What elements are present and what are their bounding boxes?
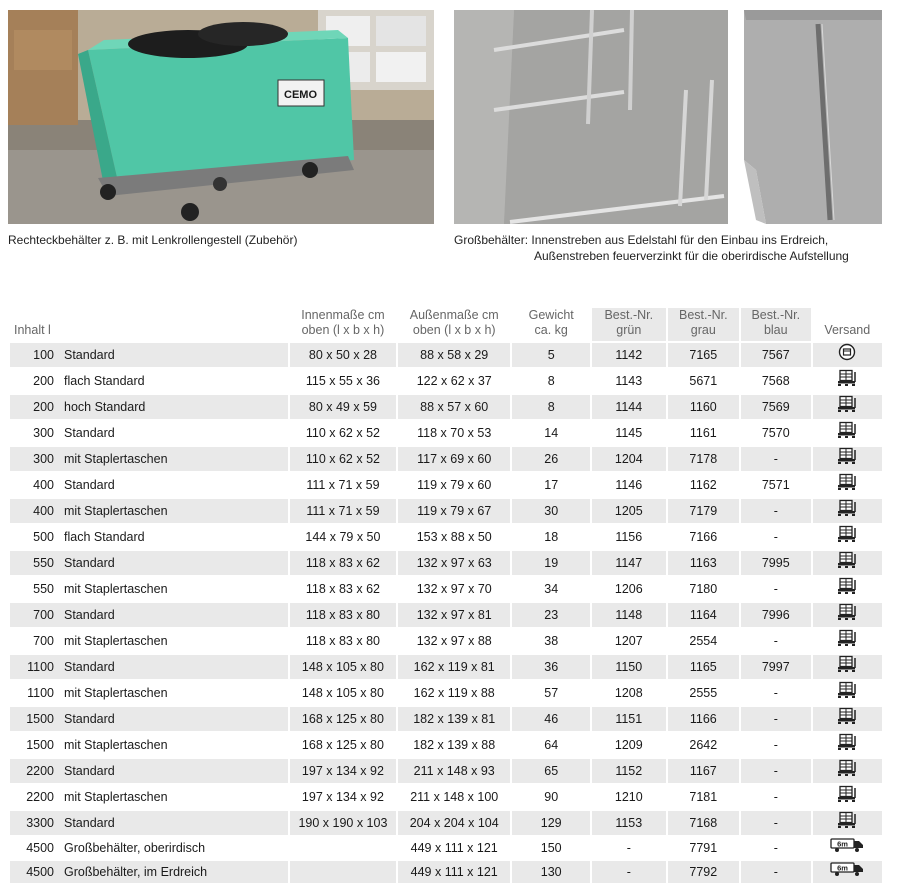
cell-best-nr-gruen: 1206 — [592, 575, 666, 601]
cell-best-nr-blau: - — [741, 497, 810, 523]
cell-versand — [813, 523, 883, 549]
cell-gewicht: 26 — [512, 445, 590, 471]
cell-aussenmasse: 162 x 119 x 81 — [398, 653, 510, 679]
pallet-icon — [836, 707, 858, 731]
inhalt-liter: 4500 — [26, 865, 54, 879]
cell-gewicht: 17 — [512, 471, 590, 497]
cell-versand — [813, 757, 883, 783]
cell-innenmasse: 80 x 49 x 59 — [290, 393, 396, 419]
header-aussenmasse: Außenmaße cm oben (l x b x h) — [409, 308, 499, 337]
table-row — [10, 575, 882, 601]
cell-versand — [813, 809, 883, 835]
inhalt-liter: 4500 — [26, 841, 54, 855]
pallet-icon — [836, 681, 858, 705]
cell-best-nr-gruen: 1142 — [592, 341, 666, 367]
table-header-row — [10, 308, 882, 341]
table-row — [10, 679, 882, 705]
typ-label: mit Staplertaschen — [64, 582, 168, 596]
cell-gewicht: 130 — [512, 859, 590, 883]
cell-innenmasse: 148 x 105 x 80 — [290, 653, 396, 679]
cell-best-nr-blau: - — [741, 809, 810, 835]
inhalt-liter: 1500 — [26, 712, 54, 726]
cell-best-nr-grau: 1162 — [668, 471, 740, 497]
cell-inhalt — [10, 393, 288, 419]
pallet-icon — [836, 603, 858, 627]
cell-innenmasse — [290, 859, 396, 883]
cell-inhalt — [10, 627, 288, 653]
cell-best-nr-grau: 1164 — [668, 601, 740, 627]
cell-inhalt — [10, 705, 288, 731]
cell-aussenmasse: 88 x 58 x 29 — [398, 341, 510, 367]
table-row — [10, 523, 882, 549]
table-row — [10, 627, 882, 653]
cell-innenmasse: 197 x 134 x 92 — [290, 783, 396, 809]
cell-versand — [813, 497, 883, 523]
inhalt-liter: 100 — [33, 348, 54, 362]
header-best-nr-gruen: Best.-Nr. grün — [592, 308, 666, 341]
pallet-icon — [836, 785, 858, 809]
cell-inhalt — [10, 419, 288, 445]
cell-versand — [813, 419, 883, 445]
header-inhalt: Inhalt l — [14, 323, 51, 337]
table-row — [10, 393, 882, 419]
inhalt-liter: 1500 — [26, 738, 54, 752]
cell-aussenmasse: 153 x 88 x 50 — [398, 523, 510, 549]
cell-aussenmasse: 122 x 62 x 37 — [398, 367, 510, 393]
cell-best-nr-blau: - — [741, 679, 810, 705]
pallet-icon — [836, 733, 858, 757]
cell-gewicht: 8 — [512, 367, 590, 393]
cell-best-nr-gruen: 1143 — [592, 367, 666, 393]
typ-label: Standard — [64, 608, 115, 622]
cell-innenmasse: 118 x 83 x 80 — [290, 627, 396, 653]
cell-inhalt — [10, 757, 288, 783]
cell-best-nr-blau: 7568 — [741, 367, 810, 393]
cell-innenmasse: 110 x 62 x 52 — [290, 445, 396, 471]
typ-label: Standard — [64, 816, 115, 830]
cell-inhalt — [10, 575, 288, 601]
cell-aussenmasse: 204 x 204 x 104 — [398, 809, 510, 835]
inhalt-liter: 300 — [33, 452, 54, 466]
cell-best-nr-blau: 7570 — [741, 419, 810, 445]
table-row — [10, 809, 882, 835]
cell-versand — [813, 601, 883, 627]
inhalt-liter: 400 — [33, 504, 54, 518]
parcel-icon — [838, 343, 856, 367]
truck-length-label: 6m — [837, 863, 849, 873]
cell-versand — [813, 653, 883, 679]
table-row — [10, 341, 882, 367]
cell-best-nr-grau: 7792 — [668, 859, 740, 883]
cell-best-nr-blau: 7571 — [741, 471, 810, 497]
table-row — [10, 731, 882, 757]
cell-best-nr-blau: - — [741, 575, 810, 601]
cell-versand — [813, 471, 883, 497]
cell-best-nr-blau: 7996 — [741, 601, 810, 627]
cell-best-nr-grau: 1165 — [668, 653, 740, 679]
inhalt-liter: 2200 — [26, 764, 54, 778]
cell-best-nr-gruen: 1204 — [592, 445, 666, 471]
cell-inhalt — [10, 731, 288, 757]
typ-label: mit Staplertaschen — [64, 738, 168, 752]
cell-best-nr-blau: - — [741, 859, 810, 883]
cell-aussenmasse: 182 x 139 x 81 — [398, 705, 510, 731]
table-row — [10, 367, 882, 393]
pallet-icon — [836, 395, 858, 419]
cell-aussenmasse: 449 x 111 x 121 — [398, 835, 510, 859]
cell-versand — [813, 835, 883, 859]
table-row — [10, 601, 882, 627]
cell-innenmasse: 168 x 125 x 80 — [290, 705, 396, 731]
cell-versand — [813, 393, 883, 419]
cell-aussenmasse: 132 x 97 x 70 — [398, 575, 510, 601]
table-row — [10, 859, 882, 883]
cell-gewicht: 18 — [512, 523, 590, 549]
cell-best-nr-blau: - — [741, 445, 810, 471]
cell-best-nr-gruen: 1146 — [592, 471, 666, 497]
cell-best-nr-grau: 7165 — [668, 341, 740, 367]
cell-aussenmasse: 118 x 70 x 53 — [398, 419, 510, 445]
cell-inhalt — [10, 653, 288, 679]
cell-innenmasse: 118 x 83 x 80 — [290, 601, 396, 627]
cell-best-nr-gruen: 1207 — [592, 627, 666, 653]
cell-versand — [813, 445, 883, 471]
pallet-icon — [836, 551, 858, 575]
inhalt-liter: 700 — [33, 608, 54, 622]
cell-best-nr-blau: - — [741, 731, 810, 757]
cell-aussenmasse: 119 x 79 x 67 — [398, 497, 510, 523]
cell-versand — [813, 705, 883, 731]
cell-innenmasse: 80 x 50 x 28 — [290, 341, 396, 367]
cell-gewicht: 34 — [512, 575, 590, 601]
table-row — [10, 497, 882, 523]
cell-gewicht: 129 — [512, 809, 590, 835]
table-row — [10, 653, 882, 679]
photo-container-cart — [8, 10, 434, 224]
cell-gewicht: 38 — [512, 627, 590, 653]
cell-gewicht: 23 — [512, 601, 590, 627]
header-versand: Versand — [824, 323, 871, 337]
pallet-icon — [836, 577, 858, 601]
cell-best-nr-grau: 2555 — [668, 679, 740, 705]
cell-aussenmasse: 132 x 97 x 63 — [398, 549, 510, 575]
cell-best-nr-grau: 2554 — [668, 627, 740, 653]
typ-label: Standard — [64, 426, 115, 440]
cell-best-nr-gruen: 1208 — [592, 679, 666, 705]
inhalt-liter: 2200 — [26, 790, 54, 804]
cell-best-nr-gruen: 1145 — [592, 419, 666, 445]
photo-outer-struts — [734, 10, 882, 224]
cell-versand — [813, 549, 883, 575]
cell-best-nr-grau: 1160 — [668, 393, 740, 419]
caption-left: Rechteckbehälter z. B. mit Lenkrollengestell (Zubehör) — [8, 233, 298, 247]
typ-label: Standard — [64, 660, 115, 674]
header-best-nr-grau: Best.-Nr. grau — [668, 308, 740, 341]
cell-aussenmasse: 132 x 97 x 88 — [398, 627, 510, 653]
cell-gewicht: 64 — [512, 731, 590, 757]
inhalt-liter: 500 — [33, 530, 54, 544]
cell-best-nr-grau: 7166 — [668, 523, 740, 549]
cell-best-nr-blau: 7569 — [741, 393, 810, 419]
cell-versand — [813, 731, 883, 757]
cell-best-nr-gruen: 1152 — [592, 757, 666, 783]
table-row — [10, 445, 882, 471]
cell-best-nr-gruen: 1150 — [592, 653, 666, 679]
typ-label: mit Staplertaschen — [64, 790, 168, 804]
cell-best-nr-gruen: 1144 — [592, 393, 666, 419]
cell-best-nr-grau: 7168 — [668, 809, 740, 835]
cell-best-nr-blau: 7995 — [741, 549, 810, 575]
inhalt-liter: 400 — [33, 478, 54, 492]
cemo-logo: CEMO — [284, 89, 317, 101]
cell-best-nr-gruen: 1210 — [592, 783, 666, 809]
truck-icon — [830, 861, 864, 883]
cell-innenmasse: 118 x 83 x 62 — [290, 549, 396, 575]
cell-inhalt — [10, 679, 288, 705]
pallet-icon — [836, 473, 858, 497]
table-row — [10, 757, 882, 783]
cell-inhalt — [10, 601, 288, 627]
typ-label: mit Staplertaschen — [64, 686, 168, 700]
caption-right-line2: Außenstreben feuerverzinkt für die oberirdische Aufstellung — [534, 249, 849, 263]
caption-right-line1: Großbehälter: Innenstreben aus Edelstahl für den Einbau ins Erdreich, — [454, 233, 829, 247]
cell-gewicht: 19 — [512, 549, 590, 575]
cell-gewicht: 90 — [512, 783, 590, 809]
cell-best-nr-blau: - — [741, 705, 810, 731]
typ-label: hoch Standard — [64, 400, 146, 414]
inhalt-liter: 700 — [33, 634, 54, 648]
pallet-icon — [836, 629, 858, 653]
cell-best-nr-blau: - — [741, 627, 810, 653]
pallet-icon — [836, 369, 858, 393]
typ-label: Großbehälter, oberirdisch — [64, 841, 206, 855]
cell-best-nr-blau: 7567 — [741, 341, 810, 367]
cell-gewicht: 57 — [512, 679, 590, 705]
typ-label: Standard — [64, 764, 115, 778]
table-row — [10, 549, 882, 575]
cell-best-nr-blau: 7997 — [741, 653, 810, 679]
header-best-nr-blau: Best.-Nr. blau — [741, 308, 810, 341]
typ-label: mit Staplertaschen — [64, 634, 168, 648]
cell-best-nr-grau: 7791 — [668, 835, 740, 859]
inhalt-liter: 200 — [33, 374, 54, 388]
cell-gewicht: 36 — [512, 653, 590, 679]
cell-aussenmasse: 211 x 148 x 100 — [398, 783, 510, 809]
cell-gewicht: 65 — [512, 757, 590, 783]
cell-best-nr-blau: - — [741, 523, 810, 549]
table-row — [10, 471, 882, 497]
cell-gewicht: 8 — [512, 393, 590, 419]
table-row — [10, 419, 882, 445]
inhalt-liter: 1100 — [27, 686, 54, 700]
cell-best-nr-grau: 7178 — [668, 445, 740, 471]
inhalt-liter: 550 — [33, 582, 54, 596]
cell-inhalt — [10, 445, 288, 471]
cell-innenmasse: 110 x 62 x 52 — [290, 419, 396, 445]
typ-label: flach Standard — [64, 530, 145, 544]
cell-aussenmasse: 88 x 57 x 60 — [398, 393, 510, 419]
cell-best-nr-grau: 7180 — [668, 575, 740, 601]
pallet-icon — [836, 499, 858, 523]
cell-inhalt — [10, 471, 288, 497]
cell-best-nr-grau: 1163 — [668, 549, 740, 575]
cell-inhalt — [10, 835, 288, 859]
cell-versand — [813, 783, 883, 809]
pallet-icon — [836, 811, 858, 835]
cell-inhalt — [10, 367, 288, 393]
cell-best-nr-blau: - — [741, 757, 810, 783]
cell-gewicht: 14 — [512, 419, 590, 445]
cell-innenmasse: 115 x 55 x 36 — [290, 367, 396, 393]
cell-aussenmasse: 449 x 111 x 121 — [398, 859, 510, 883]
cell-innenmasse: 148 x 105 x 80 — [290, 679, 396, 705]
pallet-icon — [836, 421, 858, 445]
cell-best-nr-gruen: 1209 — [592, 731, 666, 757]
cell-versand — [813, 575, 883, 601]
typ-label: mit Staplertaschen — [64, 452, 168, 466]
cell-best-nr-gruen: 1156 — [592, 523, 666, 549]
cell-best-nr-grau: 2642 — [668, 731, 740, 757]
cell-innenmasse: 168 x 125 x 80 — [290, 731, 396, 757]
typ-label: flach Standard — [64, 374, 145, 388]
cell-versand — [813, 859, 883, 883]
inhalt-liter: 3300 — [26, 816, 54, 830]
cell-best-nr-grau: 5671 — [668, 367, 740, 393]
cell-inhalt — [10, 549, 288, 575]
cell-gewicht: 5 — [512, 341, 590, 367]
inhalt-liter: 550 — [33, 556, 54, 570]
cell-best-nr-gruen: - — [592, 835, 666, 859]
cell-aussenmasse: 132 x 97 x 81 — [398, 601, 510, 627]
cell-aussenmasse: 117 x 69 x 60 — [398, 445, 510, 471]
cell-versand — [813, 341, 883, 367]
cell-innenmasse: 111 x 71 x 59 — [290, 497, 396, 523]
table-row — [10, 783, 882, 809]
photo-inner-struts — [454, 10, 728, 224]
typ-label: Standard — [64, 348, 115, 362]
cell-innenmasse — [290, 835, 396, 859]
cell-best-nr-blau: - — [741, 783, 810, 809]
cell-aussenmasse: 182 x 139 x 88 — [398, 731, 510, 757]
cell-gewicht: 46 — [512, 705, 590, 731]
cell-gewicht: 150 — [512, 835, 590, 859]
cell-innenmasse: 144 x 79 x 50 — [290, 523, 396, 549]
cell-inhalt — [10, 497, 288, 523]
cell-inhalt — [10, 809, 288, 835]
cell-best-nr-gruen: 1205 — [592, 497, 666, 523]
cell-gewicht: 30 — [512, 497, 590, 523]
cell-inhalt — [10, 523, 288, 549]
inhalt-liter: 300 — [33, 426, 54, 440]
cell-best-nr-grau: 1161 — [668, 419, 740, 445]
cell-versand — [813, 627, 883, 653]
truck-icon — [830, 837, 864, 859]
cell-best-nr-gruen: 1148 — [592, 601, 666, 627]
pallet-icon — [836, 759, 858, 783]
cell-inhalt — [10, 859, 288, 883]
pallet-icon — [836, 655, 858, 679]
cell-innenmasse: 111 x 71 x 59 — [290, 471, 396, 497]
spec-table — [8, 308, 884, 883]
cell-best-nr-gruen: 1151 — [592, 705, 666, 731]
cell-innenmasse: 118 x 83 x 62 — [290, 575, 396, 601]
cell-best-nr-gruen: 1153 — [592, 809, 666, 835]
cell-innenmasse: 190 x 190 x 103 — [290, 809, 396, 835]
table-row — [10, 705, 882, 731]
cell-versand — [813, 367, 883, 393]
inhalt-liter: 200 — [33, 400, 54, 414]
truck-length-label: 6m — [837, 839, 849, 849]
inhalt-liter: 1100 — [27, 660, 54, 674]
cell-best-nr-grau: 7181 — [668, 783, 740, 809]
cell-best-nr-grau: 1166 — [668, 705, 740, 731]
cell-versand — [813, 679, 883, 705]
cell-aussenmasse: 162 x 119 x 88 — [398, 679, 510, 705]
cell-aussenmasse: 211 x 148 x 93 — [398, 757, 510, 783]
typ-label: Standard — [64, 556, 115, 570]
cell-inhalt — [10, 341, 288, 367]
typ-label: Standard — [64, 478, 115, 492]
header-innenmasse: Innenmaße cm oben (l x b x h) — [301, 308, 385, 337]
cell-best-nr-grau: 7179 — [668, 497, 740, 523]
cell-aussenmasse: 119 x 79 x 60 — [398, 471, 510, 497]
typ-label: Standard — [64, 712, 115, 726]
cell-best-nr-blau: - — [741, 835, 810, 859]
header-gewicht: Gewicht ca. kg — [528, 308, 574, 337]
pallet-icon — [836, 447, 858, 471]
cell-innenmasse: 197 x 134 x 92 — [290, 757, 396, 783]
typ-label: Großbehälter, im Erdreich — [64, 865, 208, 879]
cell-best-nr-gruen: - — [592, 859, 666, 883]
cell-inhalt — [10, 783, 288, 809]
table-row — [10, 835, 882, 859]
cell-best-nr-grau: 1167 — [668, 757, 740, 783]
cell-best-nr-gruen: 1147 — [592, 549, 666, 575]
typ-label: mit Staplertaschen — [64, 504, 168, 518]
pallet-icon — [836, 525, 858, 549]
